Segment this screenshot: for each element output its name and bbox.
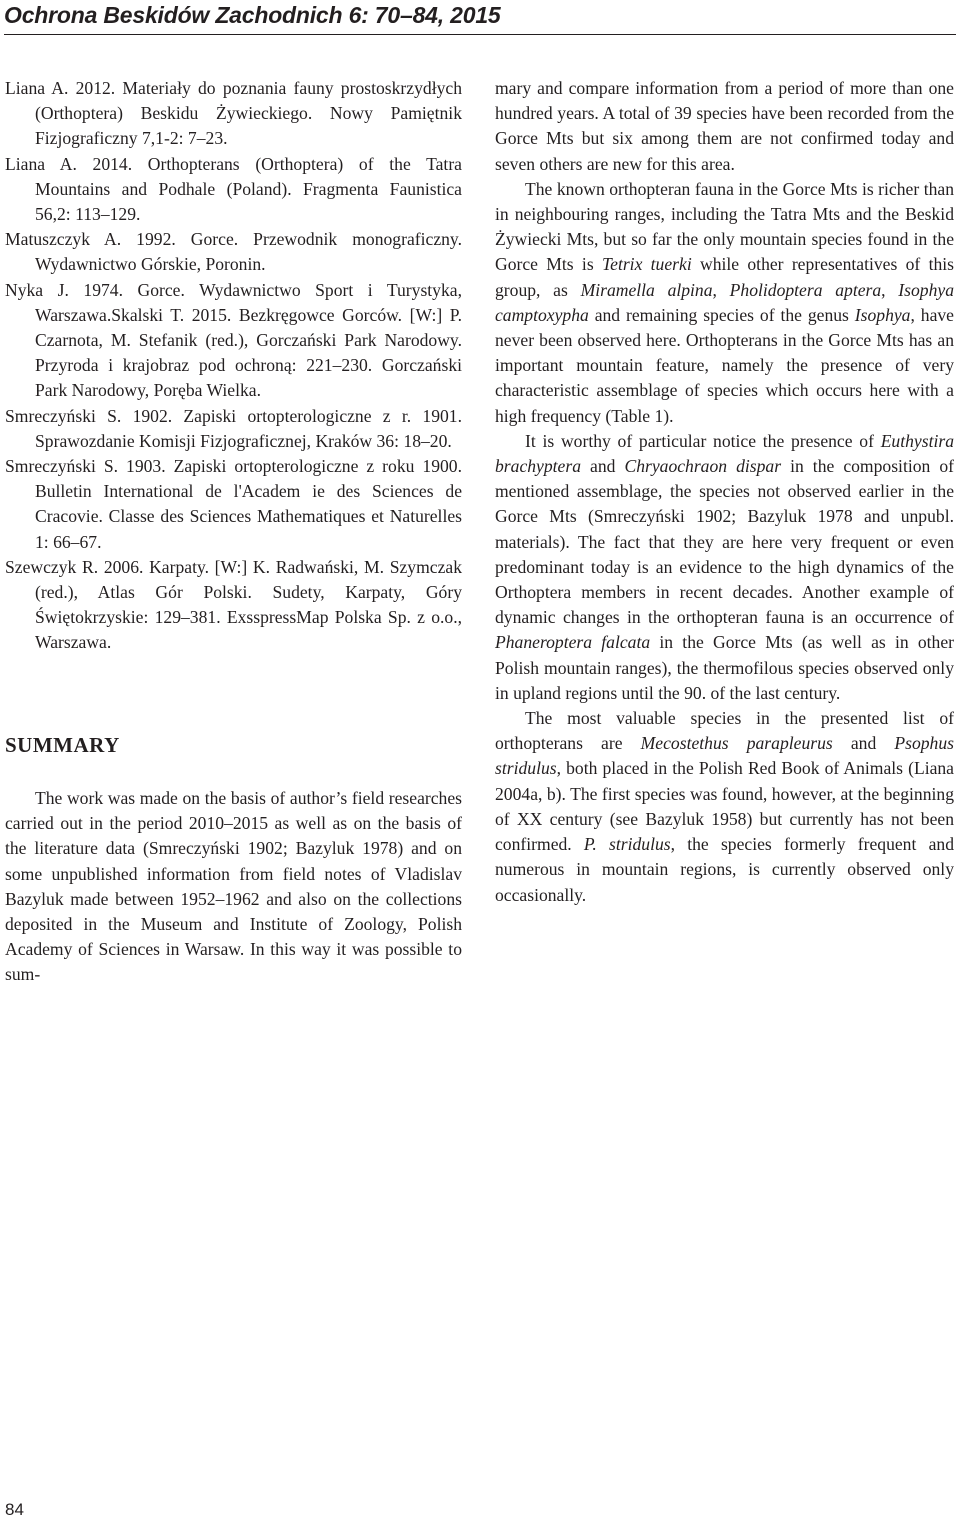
references-column: [5, 76, 462, 656]
reference-entry: Nyka J. 1974. Gorce. Wydawnictwo Sport i Turystyka, Warszawa.Skalski T. 2015. Bezkręgowce Gorców. [W:] P. Czarnota, M. Stefanik (red.), Gorczański Park Narodowy. Przyroda i krajobraz pod ochroną: 221–230. Gorczański Park Narodowy, Poręba Wielka.: [5, 279, 462, 401]
species-name: P. stridulus: [583, 834, 671, 855]
reference-entry: Szewczyk R. 2006. Karpaty. [W:] K. Radwański, M. Szymczak (red.), Atlas Gór Polski. Sudety, Karpaty, Góry Świętokrzyskie: 129–381. ExsspressMap Polska Sp. z o.o., Warszawa.: [5, 556, 462, 653]
species-name: Psophus stridulus: [495, 733, 954, 779]
reference-entry: Matuszczyk A. 1992. Gorce. Przewodnik monograficzny. Wydawnictwo Górskie, Poronin.: [5, 229, 462, 275]
summary-paragraph: The work was made on the basis of author’s field researches carried out in the period 2010–2015 as well as on the basis of the literature data (Smreczyński 1902; Bazyluk 1978) and on some unpublished information from field notes of Vladislav Bazyluk made between 1952–1962 and also on the collections deposited in the Museum and Institute of Zoology, Polish Academy of Sciences in Warsaw. In this way it was possible to sum-: [5, 788, 462, 985]
summary-heading: SUMMARY: [5, 733, 120, 757]
summary-continuation-column: [495, 76, 954, 908]
summary-body: [5, 786, 462, 988]
summary-paragraph: The most valuable species in the presented list of orthopterans are Mecostethus parapleurus and Psophus stridulus, both placed in the Polish Red Book of Animals (Liana 2004a, b). The first species was found, however, at the beginning of XX century (see Bazyluk 1958) but currently has not been confirmed. P. stridulus, the species formerly frequent and numerous in mountain regions, is currently observed only occasionally.: [495, 708, 954, 905]
reference-entry: Liana A. 2014. Orthopterans (Orthoptera) of the Tatra Mountains and Podhale (Poland). Fragmenta Faunistica 56,2: 113–129.: [5, 153, 462, 225]
summary-paragraph-continued: mary and compare information from a period of more than one hundred years. A total of 39 species have been recorded from the Gorce Mts but six among them are not confirmed today and seven others are new for this area.: [495, 78, 954, 174]
species-name: Miramella alpina: [580, 279, 713, 300]
reference-entry: Smreczyński S. 1903. Zapiski ortopterologiczne z roku 1900. Bulletin International de l'Academ ie des Sciences de Cracovie. Classe des Sciences Mathematiques et Naturelles 1: 66–67.: [5, 456, 462, 552]
running-header: [4, 0, 956, 35]
species-name: Pholidoptera aptera: [729, 279, 882, 300]
journal-title: Ochrona Beskidów Zachodnich 6: 70–84, 2015: [4, 2, 501, 28]
species-name: Isophya: [854, 304, 911, 325]
summary-paragraph: It is worthy of particular notice the presence of Euthystira brachyptera and Chryaochraon dispar in the composition of mentioned assemblage, the species not observed earlier in the Gorce Mts (Smreczyński 1902; Bazyluk 1978 and unpubl. materials). The fact that they are here very frequent or even predominant today is an evidence to the high dynamics of the Orthoptera members in recent decades. Another example of dynamic changes in the orthopteran fauna is an occurrence of Phaneroptera falcata in the Gorce Mts (as well as in other Polish mountain ranges), the thermofilous species observed only in upland regions until the 90. of the last century.: [495, 430, 955, 703]
species-name: Euthystira brachyptera: [495, 430, 954, 477]
summary-paragraph: The known orthopteran fauna in the Gorce Mts is richer than in neighbouring ranges, including the Tatra Mts and the Beskid Żywiecki Mts, but so far the only mountain species found in the Gorce Mts is Tetrix tuerki while other representatives of this group, as Miramella alpina, Pholidoptera aptera, Isophya camptoxypha and remaining species of the genus Isophya, have never been observed here. Orthopterans in the Gorce Mts has an important mountain feature, namely the presence of very characteristic assemblage of species which occurs here with a high frequency (Table 1).: [495, 178, 954, 426]
species-name: Mecostethus parapleurus: [640, 733, 833, 754]
reference-entry: Smreczyński S. 1902. Zapiski ortopterologiczne z r. 1901. Sprawozdanie Komisji Fizjograficznej, Kraków 36: 18–20.: [5, 405, 462, 451]
species-name: Chryaochraon dispar: [624, 456, 782, 477]
species-name: Tetrix tuerki: [601, 254, 692, 275]
page-number: 84: [5, 1500, 24, 1519]
reference-entry: Liana A. 2012. Materiały do poznania fauny prostoskrzydłych (Orthoptera) Beskidu Żywieckiego. Nowy Pamiętnik Fizjograficzny 7,1-2: 7–23.: [5, 78, 462, 149]
species-name: Phaneroptera falcata: [495, 632, 651, 653]
species-name: Isophya camptoxypha: [495, 279, 954, 325]
